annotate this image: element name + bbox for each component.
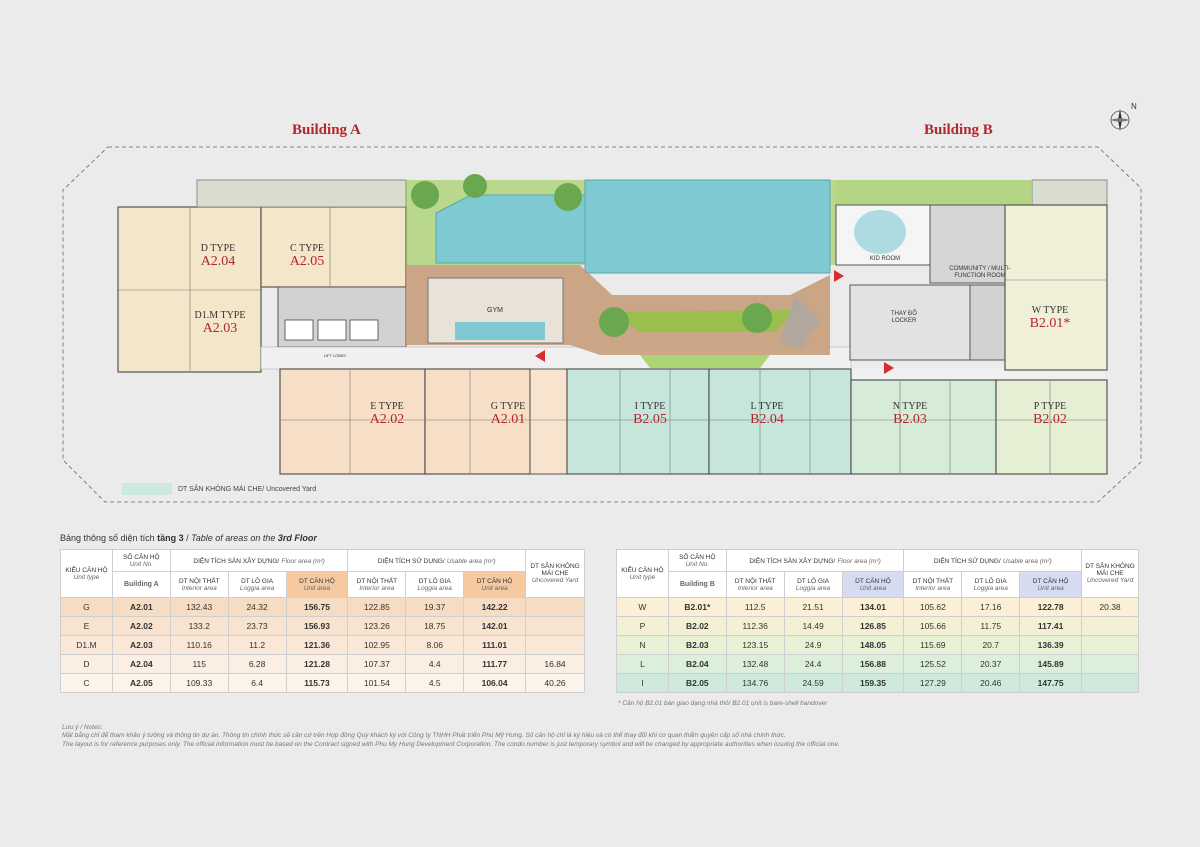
cell-u-unit: 136.39 xyxy=(1020,636,1082,655)
table-row xyxy=(61,617,585,636)
cell-type: D xyxy=(61,655,113,674)
unit-type: L TYPE xyxy=(750,401,784,412)
cell-u-log: 20.37 xyxy=(962,655,1020,674)
cell-f-unit: 121.36 xyxy=(286,636,348,655)
cell-u-unit: 147.75 xyxy=(1020,674,1082,693)
locker-label: THAY ĐỒ LOCKER xyxy=(890,311,918,324)
unit-code: B2.05 xyxy=(633,411,667,427)
cell-yard xyxy=(1082,655,1139,674)
roof-garden-a xyxy=(197,180,406,207)
cell-u-unit: 106.04 xyxy=(464,674,526,693)
building-a-north-block xyxy=(118,207,261,372)
unit-type: C TYPE xyxy=(290,243,324,254)
cell-u-unit: 142.22 xyxy=(464,598,526,617)
gym-label: GYM xyxy=(487,307,503,314)
cell-type: D1.M xyxy=(61,636,113,655)
cell-no: A2.01 xyxy=(112,598,170,617)
notes-en: The layout is for reference purposes only. The official information must be based on the Contract signed with Phu My Hung Development Corporation. The condo number is just temporary symbol and will be changed by appropriate authorities when issuing the official one. xyxy=(62,740,840,748)
cell-type: L xyxy=(617,655,669,674)
cell-f-log: 21.51 xyxy=(784,598,842,617)
unit-label-a2-03[interactable] xyxy=(185,311,255,336)
cell-no: A2.05 xyxy=(112,674,170,693)
unit-type: E TYPE xyxy=(370,401,404,412)
cell-f-log: 24.4 xyxy=(784,655,842,674)
cell-f-int: 133.2 xyxy=(170,617,228,636)
cell-no: B2.03 xyxy=(668,636,726,655)
unit-type: D1.M TYPE xyxy=(194,310,246,321)
community-room-label: COMMUNITY / MULTI-FUNCTION ROOM xyxy=(949,266,1011,279)
unit-code: A2.03 xyxy=(202,320,238,336)
building-a-badge: Building A xyxy=(112,572,170,598)
unit-code: B2.01* xyxy=(1029,315,1071,331)
table-row xyxy=(61,636,585,655)
pool-main xyxy=(585,180,830,273)
col-unit-type: KIỂU CĂN HỘ Unit type xyxy=(617,550,669,598)
unit-type: N TYPE xyxy=(892,401,928,412)
unit-label-b2-03[interactable] xyxy=(880,402,940,427)
cell-f-int: 123.15 xyxy=(726,636,784,655)
cell-u-unit: 122.78 xyxy=(1020,598,1082,617)
cell-f-int: 109.33 xyxy=(170,674,228,693)
compass-label: N xyxy=(1131,102,1137,111)
col-unit-no: SỐ CĂN HỘ Unit No. xyxy=(668,550,726,572)
cell-f-log: 23.73 xyxy=(228,617,286,636)
table-row xyxy=(617,598,1139,617)
cell-u-unit: 117.41 xyxy=(1020,617,1082,636)
cell-u-log: 11.75 xyxy=(962,617,1020,636)
cell-yard xyxy=(1082,674,1139,693)
cell-type: G xyxy=(61,598,113,617)
cell-yard xyxy=(526,636,585,655)
area-table-building-b: KIỂU CĂN HỘ Unit type SỐ CĂN HỘ Unit No. DIỆN TÍCH SÀN XÂY DỰNG/ Floor area (m²) DIỆN TÍCH SỬ DỤNG/ Usable area (m²) DT SÂN KHÔNG MÁI CHE Uncovered Yard Building B DT NỘI THẤT Interior area DT LÔ GIA Loggia area DT CĂN HỘ Unit area DT NỘI THẤT Interior area DT LÔ GIA Loggia area DT CĂN HỘ Unit area W B2.01* 112.5 21.51 134.01 105.62 17.16 122.78 20.38 P B2.02 112.36 14.49 126.85 105.66 11.75 117.41 N B2.03 123.15 24.9 148.05 115.69 20.7 136.39 L B2.04 132.48 24.4 156.88 125.52 20.37 145.89 I B2.05 134.76 24.59 159.35 127.29 20.46 147.75 xyxy=(616,549,1139,693)
building-a-title: Building A xyxy=(292,122,361,138)
cell-yard: 16.84 xyxy=(526,655,585,674)
cell-yard xyxy=(1082,617,1139,636)
cell-yard xyxy=(526,598,585,617)
cell-f-int: 112.36 xyxy=(726,617,784,636)
cell-f-int: 132.48 xyxy=(726,655,784,674)
cell-no: A2.04 xyxy=(112,655,170,674)
unit-code: A2.01 xyxy=(490,411,526,427)
unit-code: B2.03 xyxy=(893,411,927,427)
cell-u-log: 19.37 xyxy=(406,598,464,617)
unit-code: B2.02 xyxy=(1033,411,1067,427)
caption-floor-en: 3rd Floor xyxy=(277,533,317,543)
notes xyxy=(62,724,1152,749)
legend xyxy=(122,483,316,495)
cell-f-int: 110.16 xyxy=(170,636,228,655)
cell-u-int: 125.52 xyxy=(904,655,962,674)
caption-floor-vi: tầng 3 xyxy=(157,533,184,543)
unit-b2-01-plan xyxy=(1005,205,1107,370)
notes-vi: Mặt bằng chỉ để tham khảo ý tưởng và thông tin dự án. Thông tin chính thức sẽ căn cứ trên Hợp đồng Quý khách ký với Công ty TNHH Phát triển Phú Mỹ Hưng. Số căn hộ chỉ là ký hiệu và có thể thay đổi khi cơ quan thẩm quyền cấp số nhà chính thức. xyxy=(62,732,786,740)
cell-u-unit: 111.77 xyxy=(464,655,526,674)
caption-prefix: Bảng thông số diện tích xyxy=(60,533,158,543)
unit-label-b2-05[interactable] xyxy=(620,402,680,427)
unit-code: A2.02 xyxy=(369,411,405,427)
cell-f-unit: 126.85 xyxy=(842,617,904,636)
cell-f-unit: 148.05 xyxy=(842,636,904,655)
unit-label-a2-02[interactable] xyxy=(357,402,417,427)
table-row xyxy=(617,655,1139,674)
unit-type: W TYPE xyxy=(1031,305,1069,316)
col-unit-type: KIỂU CĂN HỘ Unit type xyxy=(61,550,113,598)
cell-u-int: 123.26 xyxy=(348,617,406,636)
unit-label-b2-01[interactable] xyxy=(1018,306,1082,331)
table-row xyxy=(617,617,1139,636)
cell-f-unit: 115.73 xyxy=(286,674,348,693)
cell-u-log: 20.46 xyxy=(962,674,1020,693)
table-a-body xyxy=(61,598,585,693)
cell-yard xyxy=(526,617,585,636)
cell-f-unit: 134.01 xyxy=(842,598,904,617)
cell-f-unit: 156.93 xyxy=(286,617,348,636)
notes-title: Lưu ý / Notes: xyxy=(62,724,103,731)
cell-yard xyxy=(1082,636,1139,655)
building-b-title: Building B xyxy=(924,122,993,138)
unit-type: G TYPE xyxy=(490,401,526,412)
cell-type: W xyxy=(617,598,669,617)
table-row xyxy=(61,655,585,674)
col-floor-area: DIỆN TÍCH SÀN XÂY DỰNG/ Floor area (m²) xyxy=(170,550,348,572)
cell-no: A2.02 xyxy=(112,617,170,636)
cell-u-log: 4.5 xyxy=(406,674,464,693)
caption-sep: / xyxy=(183,533,192,543)
cell-f-int: 134.76 xyxy=(726,674,784,693)
cell-yard: 40.26 xyxy=(526,674,585,693)
cell-u-int: 107.37 xyxy=(348,655,406,674)
unit-code: B2.04 xyxy=(750,411,784,427)
cell-no: B2.05 xyxy=(668,674,726,693)
table-b-body xyxy=(617,598,1139,693)
cell-f-int: 112.5 xyxy=(726,598,784,617)
cell-u-log: 4.4 xyxy=(406,655,464,674)
cell-f-unit: 156.88 xyxy=(842,655,904,674)
col-floor-area: DIỆN TÍCH SÀN XÂY DỰNG/ Floor area (m²) xyxy=(726,550,904,572)
area-table-building-a: KIỂU CĂN HỘ Unit type SỐ CĂN HỘ Unit No. DIỆN TÍCH SÀN XÂY DỰNG/ Floor area (m²) DIỆN TÍCH SỬ DỤNG/ Usable area (m²) DT SÂN KHÔNG MÁI CHE Uncovered Yard Building A DT NỘI THẤT Interior area DT LÔ GIA Loggia area DT CĂN HỘ Unit area DT NỘI THẤT Interior area DT LÔ GIA Loggia area DT CĂN HỘ Unit area G A2.01 132.43 24.32 156.75 122.85 19.37 142.22 E A2.02 133.2 23.73 156.93 123.26 18.75 142.01 D1.M A2.03 110.16 11.2 121.36 102.95 8.06 111.01 D A2.04 115 6.28 121.28 107.37 4.4 111.77 16.84 C A2.05 109.33 6.4 115.73 101.54 4.5 106.04 40.26 xyxy=(60,549,585,693)
cell-type: E xyxy=(61,617,113,636)
footnote: * Căn hộ B2.01 bàn giao dạng nhà thô/ B2.01 unit is bare-shell handover xyxy=(618,700,828,707)
unit-type: P TYPE xyxy=(1033,401,1067,412)
lift-lobby-label: LIFT LOBBY xyxy=(323,353,347,358)
cell-u-log: 17.16 xyxy=(962,598,1020,617)
unit-type: D TYPE xyxy=(200,243,236,254)
unit-label-a2-04[interactable] xyxy=(188,244,248,269)
col-unit-no: SỐ CĂN HỘ Unit No. xyxy=(112,550,170,572)
cell-u-int: 122.85 xyxy=(348,598,406,617)
unit-code: A2.04 xyxy=(200,253,236,269)
cell-u-log: 8.06 xyxy=(406,636,464,655)
cell-no: B2.02 xyxy=(668,617,726,636)
cell-u-log: 18.75 xyxy=(406,617,464,636)
table-row xyxy=(617,674,1139,693)
cell-yard: 20.38 xyxy=(1082,598,1139,617)
legend-swatch xyxy=(122,483,172,495)
cell-u-int: 105.62 xyxy=(904,598,962,617)
unit-label-a2-01[interactable] xyxy=(478,402,538,427)
cell-u-unit: 142.01 xyxy=(464,617,526,636)
cell-u-int: 115.69 xyxy=(904,636,962,655)
cell-u-int: 102.95 xyxy=(348,636,406,655)
cell-f-unit: 121.28 xyxy=(286,655,348,674)
table-caption xyxy=(60,533,317,543)
caption-en: Table of areas on the xyxy=(191,533,278,543)
cell-f-unit: 159.35 xyxy=(842,674,904,693)
col-usable-area: DIỆN TÍCH SỬ DỤNG/ Usable area (m²) xyxy=(904,550,1082,572)
cell-no: B2.01* xyxy=(668,598,726,617)
table-row xyxy=(61,674,585,693)
cell-type: C xyxy=(61,674,113,693)
cell-type: P xyxy=(617,617,669,636)
table-row xyxy=(617,636,1139,655)
kid-room-label: KID ROOM xyxy=(869,256,901,262)
cell-no: B2.04 xyxy=(668,655,726,674)
cell-f-log: 24.9 xyxy=(784,636,842,655)
table-row xyxy=(61,598,585,617)
cell-f-unit: 156.75 xyxy=(286,598,348,617)
cell-f-log: 6.28 xyxy=(228,655,286,674)
unit-label-a2-05[interactable] xyxy=(277,244,337,269)
cell-no: A2.03 xyxy=(112,636,170,655)
cell-u-int: 101.54 xyxy=(348,674,406,693)
cell-f-log: 14.49 xyxy=(784,617,842,636)
cell-u-unit: 111.01 xyxy=(464,636,526,655)
col-usable-area: DIỆN TÍCH SỬ DỤNG/ Usable area (m²) xyxy=(348,550,526,572)
cell-f-log: 6.4 xyxy=(228,674,286,693)
cell-f-log: 11.2 xyxy=(228,636,286,655)
legend-label: DT SÂN KHÔNG MÁI CHE/ Uncovered Yard xyxy=(178,485,317,493)
unit-type: I TYPE xyxy=(634,401,666,412)
cell-f-int: 132.43 xyxy=(170,598,228,617)
unit-code: A2.05 xyxy=(289,253,325,269)
cell-f-log: 24.59 xyxy=(784,674,842,693)
unit-label-b2-02[interactable] xyxy=(1020,402,1080,427)
building-b-badge: Building B xyxy=(668,572,726,598)
col-uncovered: DT SÂN KHÔNG MÁI CHE Uncovered Yard xyxy=(1082,550,1139,598)
cell-u-unit: 145.89 xyxy=(1020,655,1082,674)
col-uncovered: DT SÂN KHÔNG MÁI CHE Uncovered Yard xyxy=(526,550,585,598)
cell-u-int: 105.66 xyxy=(904,617,962,636)
cell-type: N xyxy=(617,636,669,655)
cell-f-int: 115 xyxy=(170,655,228,674)
cell-u-int: 127.29 xyxy=(904,674,962,693)
unit-label-b2-04[interactable] xyxy=(737,402,797,427)
cell-f-log: 24.32 xyxy=(228,598,286,617)
cell-u-log: 20.7 xyxy=(962,636,1020,655)
cell-type: I xyxy=(617,674,669,693)
